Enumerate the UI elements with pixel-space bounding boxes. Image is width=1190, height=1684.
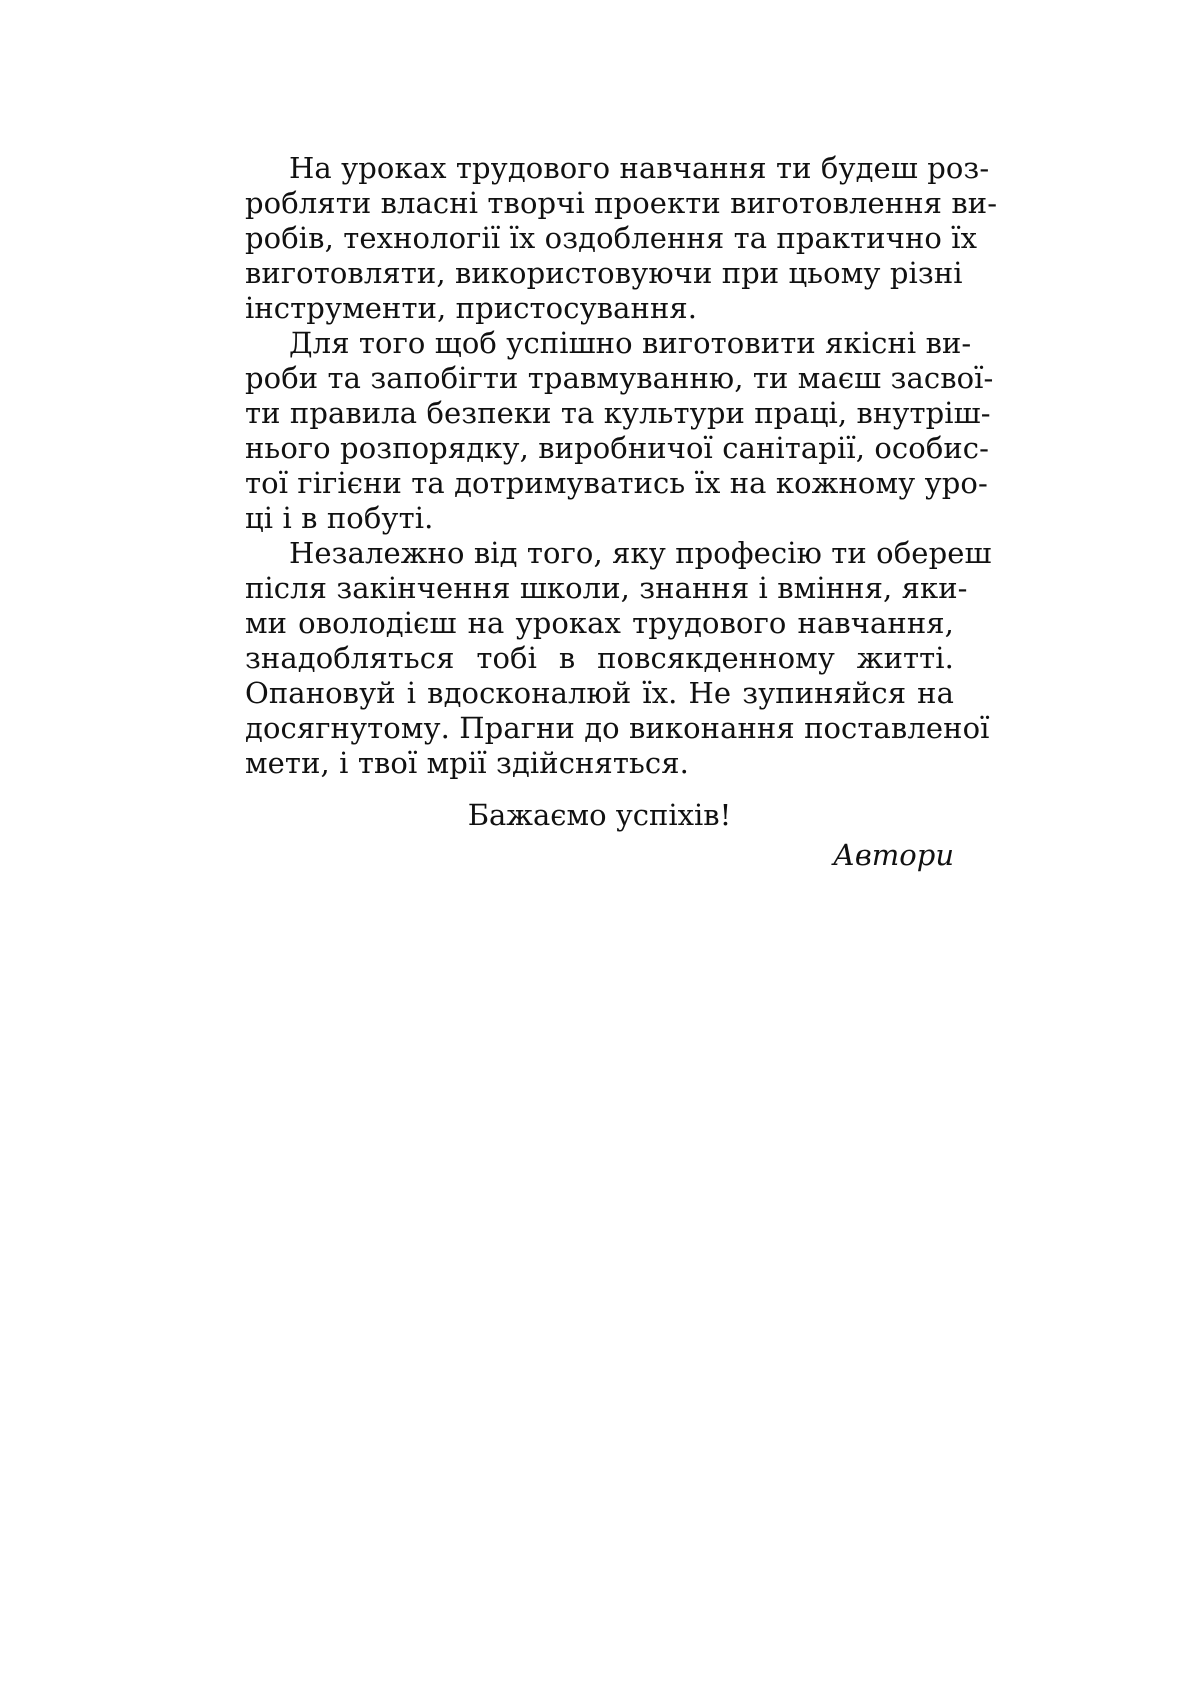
text-line: виготовляти, використовуючи при цьому різні bbox=[245, 256, 963, 290]
text-line: робів, технології їх оздоблення та практично їх bbox=[245, 221, 978, 255]
text-line: ти правила безпеки та культури праці, внутріш- bbox=[245, 396, 991, 430]
text-line: тої гігієни та дотримуватись їх на кожному уро- bbox=[245, 466, 988, 500]
main-text bbox=[245, 151, 998, 781]
text-line: На уроках трудового навчання ти будеш роз- bbox=[289, 151, 990, 185]
authors-signature: Автори bbox=[832, 838, 954, 872]
text-line: мети, і твої мрії здійсняться. bbox=[245, 746, 689, 780]
text-line: робляти власні творчі проекти виготовлення ви- bbox=[245, 186, 998, 220]
text-line: ці і в побуті. bbox=[245, 501, 434, 535]
paragraph-1 bbox=[245, 151, 998, 326]
text-line: нього розпорядку, виробничої санітарії, особис- bbox=[245, 431, 990, 465]
text-line: ми оволодієш на уроках трудового навчання, bbox=[245, 606, 954, 640]
text-line: Опановуй і вдосконалюй їх. Не зупиняйся на bbox=[245, 676, 954, 710]
text-line: Незалежно від того, яку професію ти обереш bbox=[289, 536, 992, 570]
paragraph-2 bbox=[245, 326, 994, 536]
text-line: роби та запобігти травмуванню, ти маєш засвої- bbox=[245, 361, 994, 395]
text-line: після закінчення школи, знання і вміння, яки- bbox=[245, 571, 968, 605]
text-line: досягнутому. Прагни до виконання поставленої bbox=[245, 711, 990, 745]
closing-wish: Бажаємо успіхів! bbox=[467, 798, 732, 832]
paragraph-3 bbox=[245, 536, 992, 781]
text-line: Для того щоб успішно виготовити якісні ви- bbox=[289, 326, 972, 360]
text-line: інструменти, пристосування. bbox=[245, 291, 698, 325]
text-line: знадобляться тобі в повсякденному житті. bbox=[245, 641, 954, 675]
